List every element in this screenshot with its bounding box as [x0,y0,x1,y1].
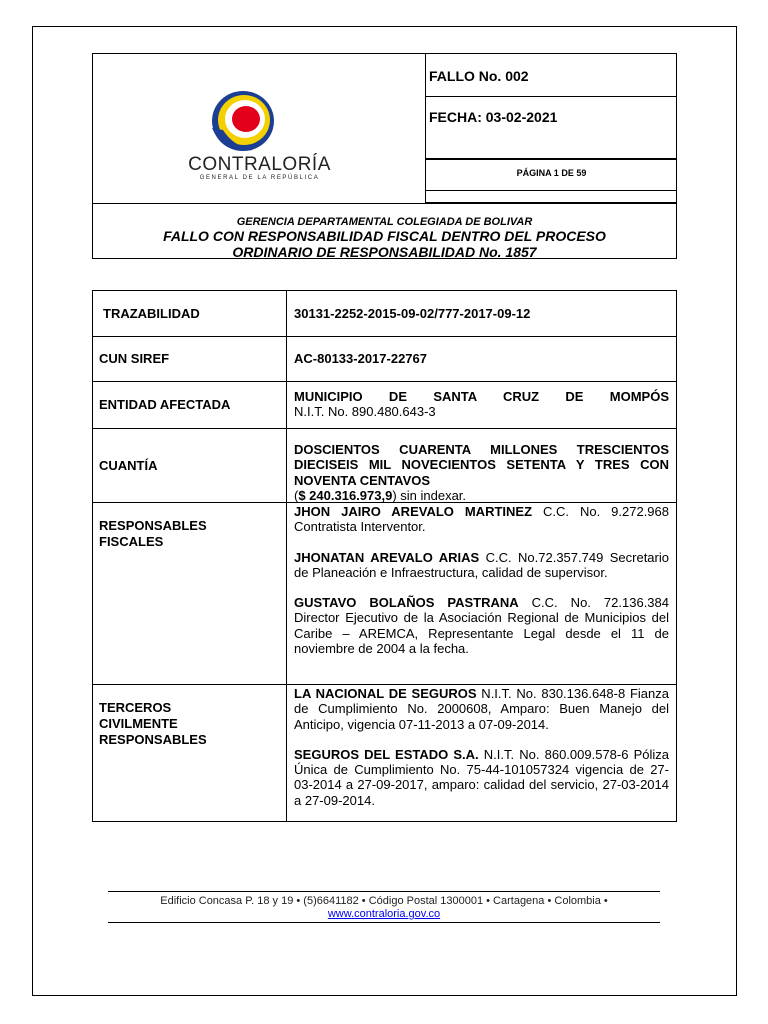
responsable-2-name: JHONATAN AREVALO ARIAS [294,549,480,565]
responsable-2 [294,550,669,581]
responsable-3-name: GUSTAVO BOLAÑOS PASTRANA [294,595,519,611]
cuantia-label: CUANTÍA [99,458,158,473]
cun-siref-label: CUN SIREF [99,351,170,366]
tercero-2-name: SEGUROS DEL ESTADO S.A. [294,746,479,762]
fecha-cell [426,97,677,159]
contraloria-logo-icon [183,88,303,154]
fallo-cell [426,54,677,97]
footer-address: Edificio Concasa P. 18 y 19 • (5)6641182 • Código Postal 1300001 • Cartagena • Colombia • [160,895,608,907]
terceros-label-line2: CIVILMENTE [99,716,178,731]
logo-subtitle: GENERAL DE LA REPÚBLICA [199,175,320,181]
terceros-label-line1: TERCEROS [99,700,172,715]
trazabilidad-value: 30131-2252-2015-09-02/777-2017-09-12 [294,306,531,321]
empty-cell [426,191,677,203]
responsable-1 [294,504,669,535]
trazabilidad-label: TRAZABILIDAD [103,306,200,321]
responsable-3 [294,595,669,656]
page-number: PÁGINA 1 DE 59 [516,168,587,178]
entidad-nit: N.I.T. No. 890.480.643-3 [294,404,436,420]
terceros-value [294,686,669,808]
pagina-cell [426,159,677,191]
cuantia-open: ( [294,487,299,503]
footer-website-link[interactable]: www.contraloria.gov.co [327,908,441,920]
document-title-block [93,216,676,260]
document-title-line1: FALLO CON RESPONSABILIDAD FISCAL DENTRO DEL PROCESO [163,228,606,244]
responsables-label-line1: RESPONSABLES [99,518,207,533]
terceros-label [99,700,207,748]
fallo-number: FALLO No. 002 [429,68,529,84]
responsable-3-text: C.C. No. 72.136.384 Director Ejecutivo de la Asociación Regional de Municipios del Caribe – AREMCA, Representante Legal desde el 11 de noviembre de 2004 a la fecha. [294,595,669,657]
responsables-label [99,518,207,550]
row-divider [93,684,676,685]
responsable-2-text: C.C. No.72.357.749 Secretario de Planeación e Infraestructura, calidad de supervisor. [294,549,669,580]
entidad-value [294,389,669,420]
responsables-label-line2: FISCALES [99,534,164,549]
row-divider [93,336,676,337]
tercero-1-text: N.I.T. No. 830.136.648-8 Fianza de Cumplimiento No. 2000608, Amparo: Buen Manejo del Anticipo, vigencia 07-11-2013 a 07-09-2014. [294,686,669,732]
footer-top-rule [108,891,660,892]
fecha: FECHA: 03-02-2021 [429,109,558,125]
document-header [92,53,677,259]
document-title-line2: ORDINARIO DE RESPONSABILIDAD No. 1857 [232,244,537,260]
entidad-label: ENTIDAD AFECTADA [99,397,231,412]
cuantia-value [294,442,669,503]
column-divider [286,291,287,821]
cuantia-suffix: ) sin indexar. [392,487,467,503]
header-divider [93,203,676,204]
tercero-1-name: LA NACIONAL DE SEGUROS [294,686,477,701]
terceros-label-line3: RESPONSABLES [99,732,207,747]
responsable-1-text: C.C. No. 9.272.968 Contratista Interventor. [294,504,669,535]
cuantia-words: DOSCIENTOS CUARENTA MILLONES TRESCIENTOS DIECISEIS MIL NOVECIENTOS SETENTA Y TRES CON NOVENTA CENTAVOS [294,442,669,488]
tercero-1 [294,686,669,732]
row-divider [93,428,676,429]
responsables-value [294,504,669,656]
logo-name: CONTRALORÍA [188,154,331,175]
cuantia-amount: $ 240.316.973,9 [298,487,393,503]
logo-cell [93,54,426,203]
row-divider [93,381,676,382]
tercero-2-text: N.I.T. No. 860.009.578-6 Póliza Única de Cumplimiento No. 75-44-101057324 vigencia de 27-03-2014 a 27-09-2017, amparo: calidad del servicio, 27-03-2014 a 27-09-2014. [294,746,669,808]
gerencia-title: GERENCIA DEPARTAMENTAL COLEGIADA DE BOLIVAR [236,216,533,228]
case-details-table [92,290,677,822]
tercero-2 [294,747,669,808]
responsable-1-name: JHON JAIRO AREVALO MARTINEZ [294,504,533,519]
entidad-name: MUNICIPIO DE SANTA CRUZ DE MOMPÓS [294,389,669,404]
cun-siref-value: AC-80133-2017-22767 [294,351,427,366]
footer-bottom-rule [108,922,660,923]
